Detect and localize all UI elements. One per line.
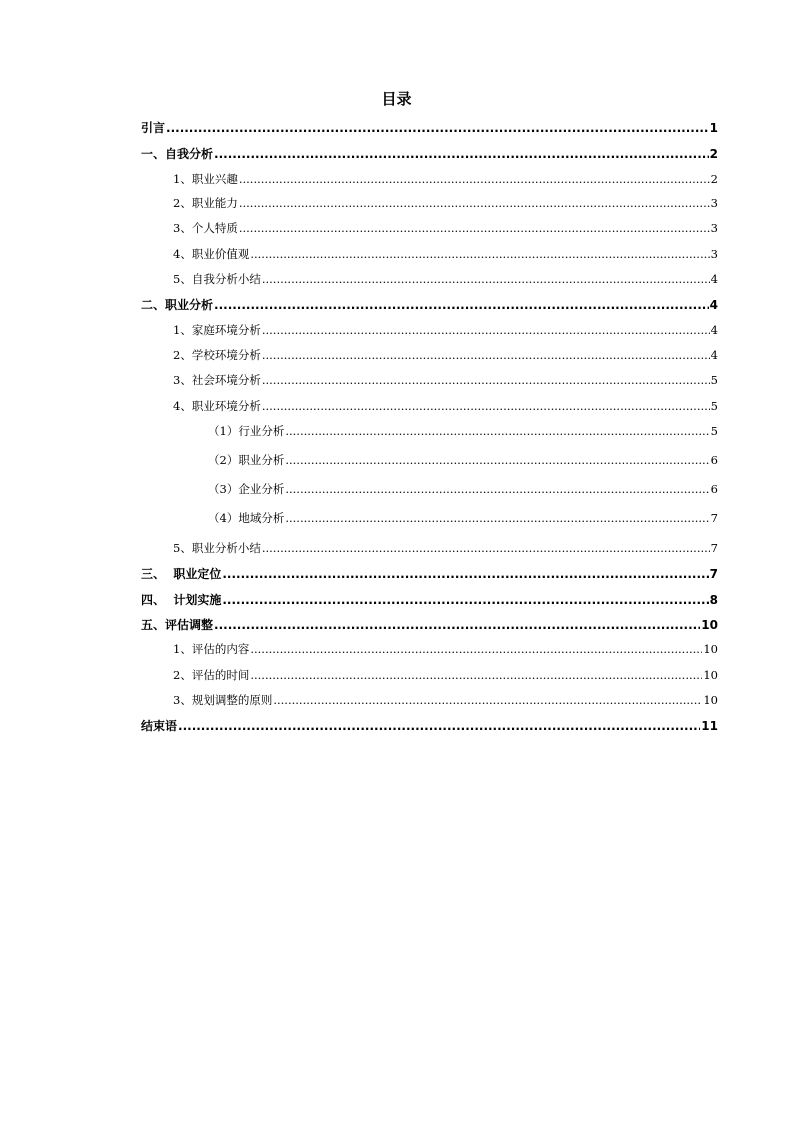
- toc-title: 目录: [381, 90, 412, 108]
- toc-entry: [173, 220, 718, 236]
- toc-entry: [173, 347, 718, 363]
- toc-entry-page: 10: [703, 668, 718, 682]
- toc-leader: [262, 271, 710, 287]
- toc-entry-label: （4）地域分析: [208, 511, 285, 525]
- toc-entry-label: 结束语: [141, 719, 178, 733]
- toc-entry: [173, 171, 718, 187]
- toc-leader: [214, 617, 700, 633]
- toc-entry-label: 2、学校环境分析: [173, 348, 261, 362]
- toc-entry-page: 10: [703, 693, 718, 707]
- toc-entry: [173, 540, 718, 556]
- toc-leader: [239, 220, 710, 236]
- toc-leader: [214, 297, 709, 313]
- toc-entry: [173, 271, 718, 287]
- toc-entry: [141, 617, 718, 633]
- toc-entry-label: （3）企业分析: [208, 482, 285, 496]
- toc-entry-label: 2、评估的时间: [173, 668, 250, 682]
- toc-entry-label: 1、家庭环境分析: [173, 323, 261, 337]
- toc-entry: [141, 120, 718, 136]
- toc-entry: [141, 718, 718, 734]
- toc-entry-label: 5、职业分析小结: [173, 541, 261, 555]
- toc-entry: [141, 297, 718, 313]
- toc-entry-page: 1: [709, 121, 718, 135]
- toc-entry-label: 三、 职业定位: [141, 567, 222, 581]
- toc-entry-page: 4: [710, 272, 718, 286]
- toc-leader: [250, 641, 702, 657]
- toc-entry-page: 11: [701, 719, 718, 733]
- toc-leader: [262, 347, 710, 363]
- toc-entry-page: 10: [703, 642, 718, 656]
- toc-entry-page: 6: [710, 453, 718, 467]
- toc-entry-page: 2: [710, 172, 718, 186]
- toc-leader: [178, 718, 700, 734]
- toc-entry-label: 1、职业兴趣: [173, 172, 238, 186]
- toc-entry-label: 5、自我分析小结: [173, 272, 261, 286]
- toc-entry-page: 5: [710, 399, 718, 413]
- toc-leader: [222, 592, 708, 608]
- toc-entry-page: 7: [709, 567, 718, 581]
- toc-entry-label: （1）行业分析: [208, 424, 285, 438]
- toc-entry-label: 五、评估调整: [141, 618, 214, 632]
- toc-entry: [173, 372, 718, 388]
- toc-entry-label: 一、自我分析: [141, 147, 214, 161]
- toc-entry: [208, 452, 718, 468]
- toc-entry: [173, 195, 718, 211]
- toc-entry-page: 10: [701, 618, 718, 632]
- toc-leader: [250, 246, 709, 262]
- toc-entry: [173, 246, 718, 262]
- toc-entry: [173, 692, 718, 708]
- toc-entry-page: 2: [709, 147, 718, 161]
- toc-leader: [239, 195, 710, 211]
- toc-entry: [208, 481, 718, 497]
- toc-entry: [173, 322, 718, 338]
- toc-leader: [285, 423, 709, 439]
- toc-entry: [141, 146, 718, 162]
- toc-entry: [173, 398, 718, 414]
- toc-entry: [141, 592, 718, 608]
- toc-entry-label: 3、规划调整的原则: [173, 693, 273, 707]
- toc-entry-label: 引言: [141, 121, 166, 135]
- toc-leader: [285, 452, 709, 468]
- toc-leader: [262, 398, 710, 414]
- toc-leader: [166, 120, 709, 136]
- toc-entry-page: 7: [710, 541, 718, 555]
- toc-entry-page: 4: [710, 348, 718, 362]
- toc-entry: [173, 641, 718, 657]
- toc-entry-page: 7: [710, 511, 718, 525]
- toc-leader: [273, 692, 702, 708]
- toc-entry-label: 二、职业分析: [141, 298, 214, 312]
- toc-entry-label: 4、职业价值观: [173, 247, 250, 261]
- toc-leader: [262, 540, 710, 556]
- toc-entry-page: 4: [710, 323, 718, 337]
- toc-leader: [214, 146, 709, 162]
- toc-entry-page: 3: [710, 247, 718, 261]
- toc-entry-page: 4: [709, 298, 718, 312]
- toc-leader: [262, 322, 710, 338]
- toc-leader: [285, 510, 709, 526]
- toc-entry: [173, 667, 718, 683]
- toc-entry-page: 6: [710, 482, 718, 496]
- toc-leader: [262, 372, 710, 388]
- toc-leader: [222, 566, 708, 582]
- toc-leader: [239, 171, 710, 187]
- toc-entry: [208, 510, 718, 526]
- toc-entry-page: 3: [710, 196, 718, 210]
- toc-entry: [141, 566, 718, 582]
- toc-leader: [250, 667, 702, 683]
- toc-leader: [285, 481, 709, 497]
- toc-entry: [208, 423, 718, 439]
- toc-entry-label: （2）职业分析: [208, 453, 285, 467]
- toc-entry-label: 3、个人特质: [173, 221, 238, 235]
- toc-entry-label: 2、职业能力: [173, 196, 238, 210]
- toc-entry-label: 1、评估的内容: [173, 642, 250, 656]
- toc-entry-page: 8: [709, 593, 718, 607]
- toc-entry-page: 5: [710, 424, 718, 438]
- toc-entry-page: 5: [710, 373, 718, 387]
- toc-entry-label: 4、职业环境分析: [173, 399, 261, 413]
- toc-entry-label: 3、社会环境分析: [173, 373, 261, 387]
- toc-entry-label: 四、 计划实施: [141, 593, 222, 607]
- toc-entry-page: 3: [710, 221, 718, 235]
